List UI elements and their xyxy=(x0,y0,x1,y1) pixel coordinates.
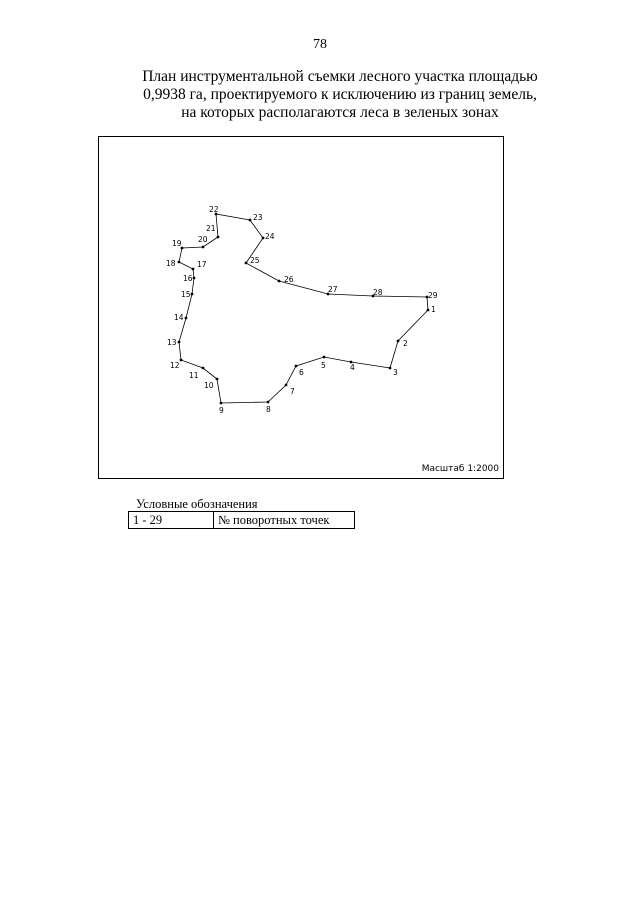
point-number-label: 24 xyxy=(265,232,275,241)
title-line-2: 0,9938 га, проектируемого к исключению из границ земель, xyxy=(143,86,537,103)
boundary-point xyxy=(397,340,400,343)
point-number-label: 14 xyxy=(174,313,184,322)
point-number-label: 13 xyxy=(167,338,177,347)
point-number-label: 7 xyxy=(290,387,295,396)
legend-symbol: 1 - 29 xyxy=(129,512,214,529)
boundary-point xyxy=(278,280,281,283)
boundary-point xyxy=(427,309,430,312)
point-number-label: 26 xyxy=(284,275,294,284)
point-number-label: 20 xyxy=(198,235,208,244)
boundary-point xyxy=(262,237,265,240)
boundary-point xyxy=(217,236,220,239)
boundary-point xyxy=(220,402,223,405)
document-title xyxy=(100,68,580,122)
page-number: 78 xyxy=(313,37,327,52)
point-number-label: 10 xyxy=(204,381,214,390)
legend-table xyxy=(128,511,355,529)
boundary-point xyxy=(178,261,181,264)
point-number-label: 1 xyxy=(431,305,436,314)
title-line-3: на которых располагаются леса в зеленых зонах xyxy=(181,104,499,121)
point-number-label: 25 xyxy=(250,256,260,265)
boundary-point xyxy=(295,365,298,368)
boundary-point xyxy=(191,293,194,296)
legend-title: Условные обозначения xyxy=(136,497,258,511)
point-number-label: 28 xyxy=(373,288,383,297)
point-number-label: 8 xyxy=(266,405,271,414)
boundary-point xyxy=(180,359,183,362)
boundary-point xyxy=(202,246,205,249)
legend-description: № поворотных точек xyxy=(214,512,355,529)
point-number-label: 19 xyxy=(172,239,182,248)
scale-label: Масштаб 1:2000 xyxy=(421,464,499,474)
boundary-point xyxy=(178,341,181,344)
point-number-label: 5 xyxy=(321,361,326,370)
point-number-label: 9 xyxy=(219,406,224,415)
point-number-label: 29 xyxy=(428,291,438,300)
point-number-label: 15 xyxy=(181,290,191,299)
point-number-label: 27 xyxy=(328,285,338,294)
boundary-point xyxy=(323,356,326,359)
point-number-label: 6 xyxy=(299,368,304,377)
boundary-point xyxy=(216,378,219,381)
boundary-point xyxy=(285,384,288,387)
point-number-label: 17 xyxy=(197,260,207,269)
boundary-point xyxy=(193,277,196,280)
boundary-point xyxy=(389,367,392,370)
boundary-point xyxy=(192,268,195,271)
boundary-point xyxy=(185,317,188,320)
boundary-point xyxy=(202,367,205,370)
point-number-label: 23 xyxy=(253,213,263,222)
boundary-point xyxy=(245,262,248,265)
point-number-label: 12 xyxy=(170,361,180,370)
legend-row xyxy=(129,512,355,529)
survey-plan-map xyxy=(98,136,504,479)
point-number-label: 16 xyxy=(183,274,193,283)
point-number-label: 22 xyxy=(209,205,219,214)
point-number-label: 4 xyxy=(350,363,355,372)
point-number-label: 18 xyxy=(166,259,176,268)
boundary-point xyxy=(249,219,252,222)
boundary-point xyxy=(267,401,270,404)
point-number-label: 2 xyxy=(403,339,408,348)
point-number-label: 21 xyxy=(206,224,216,233)
point-number-label: 3 xyxy=(393,368,398,377)
boundary-plot xyxy=(99,137,503,478)
point-number-label: 11 xyxy=(189,371,199,380)
title-line-1: План инструментальной съемки лесного участка площадью xyxy=(142,68,538,85)
